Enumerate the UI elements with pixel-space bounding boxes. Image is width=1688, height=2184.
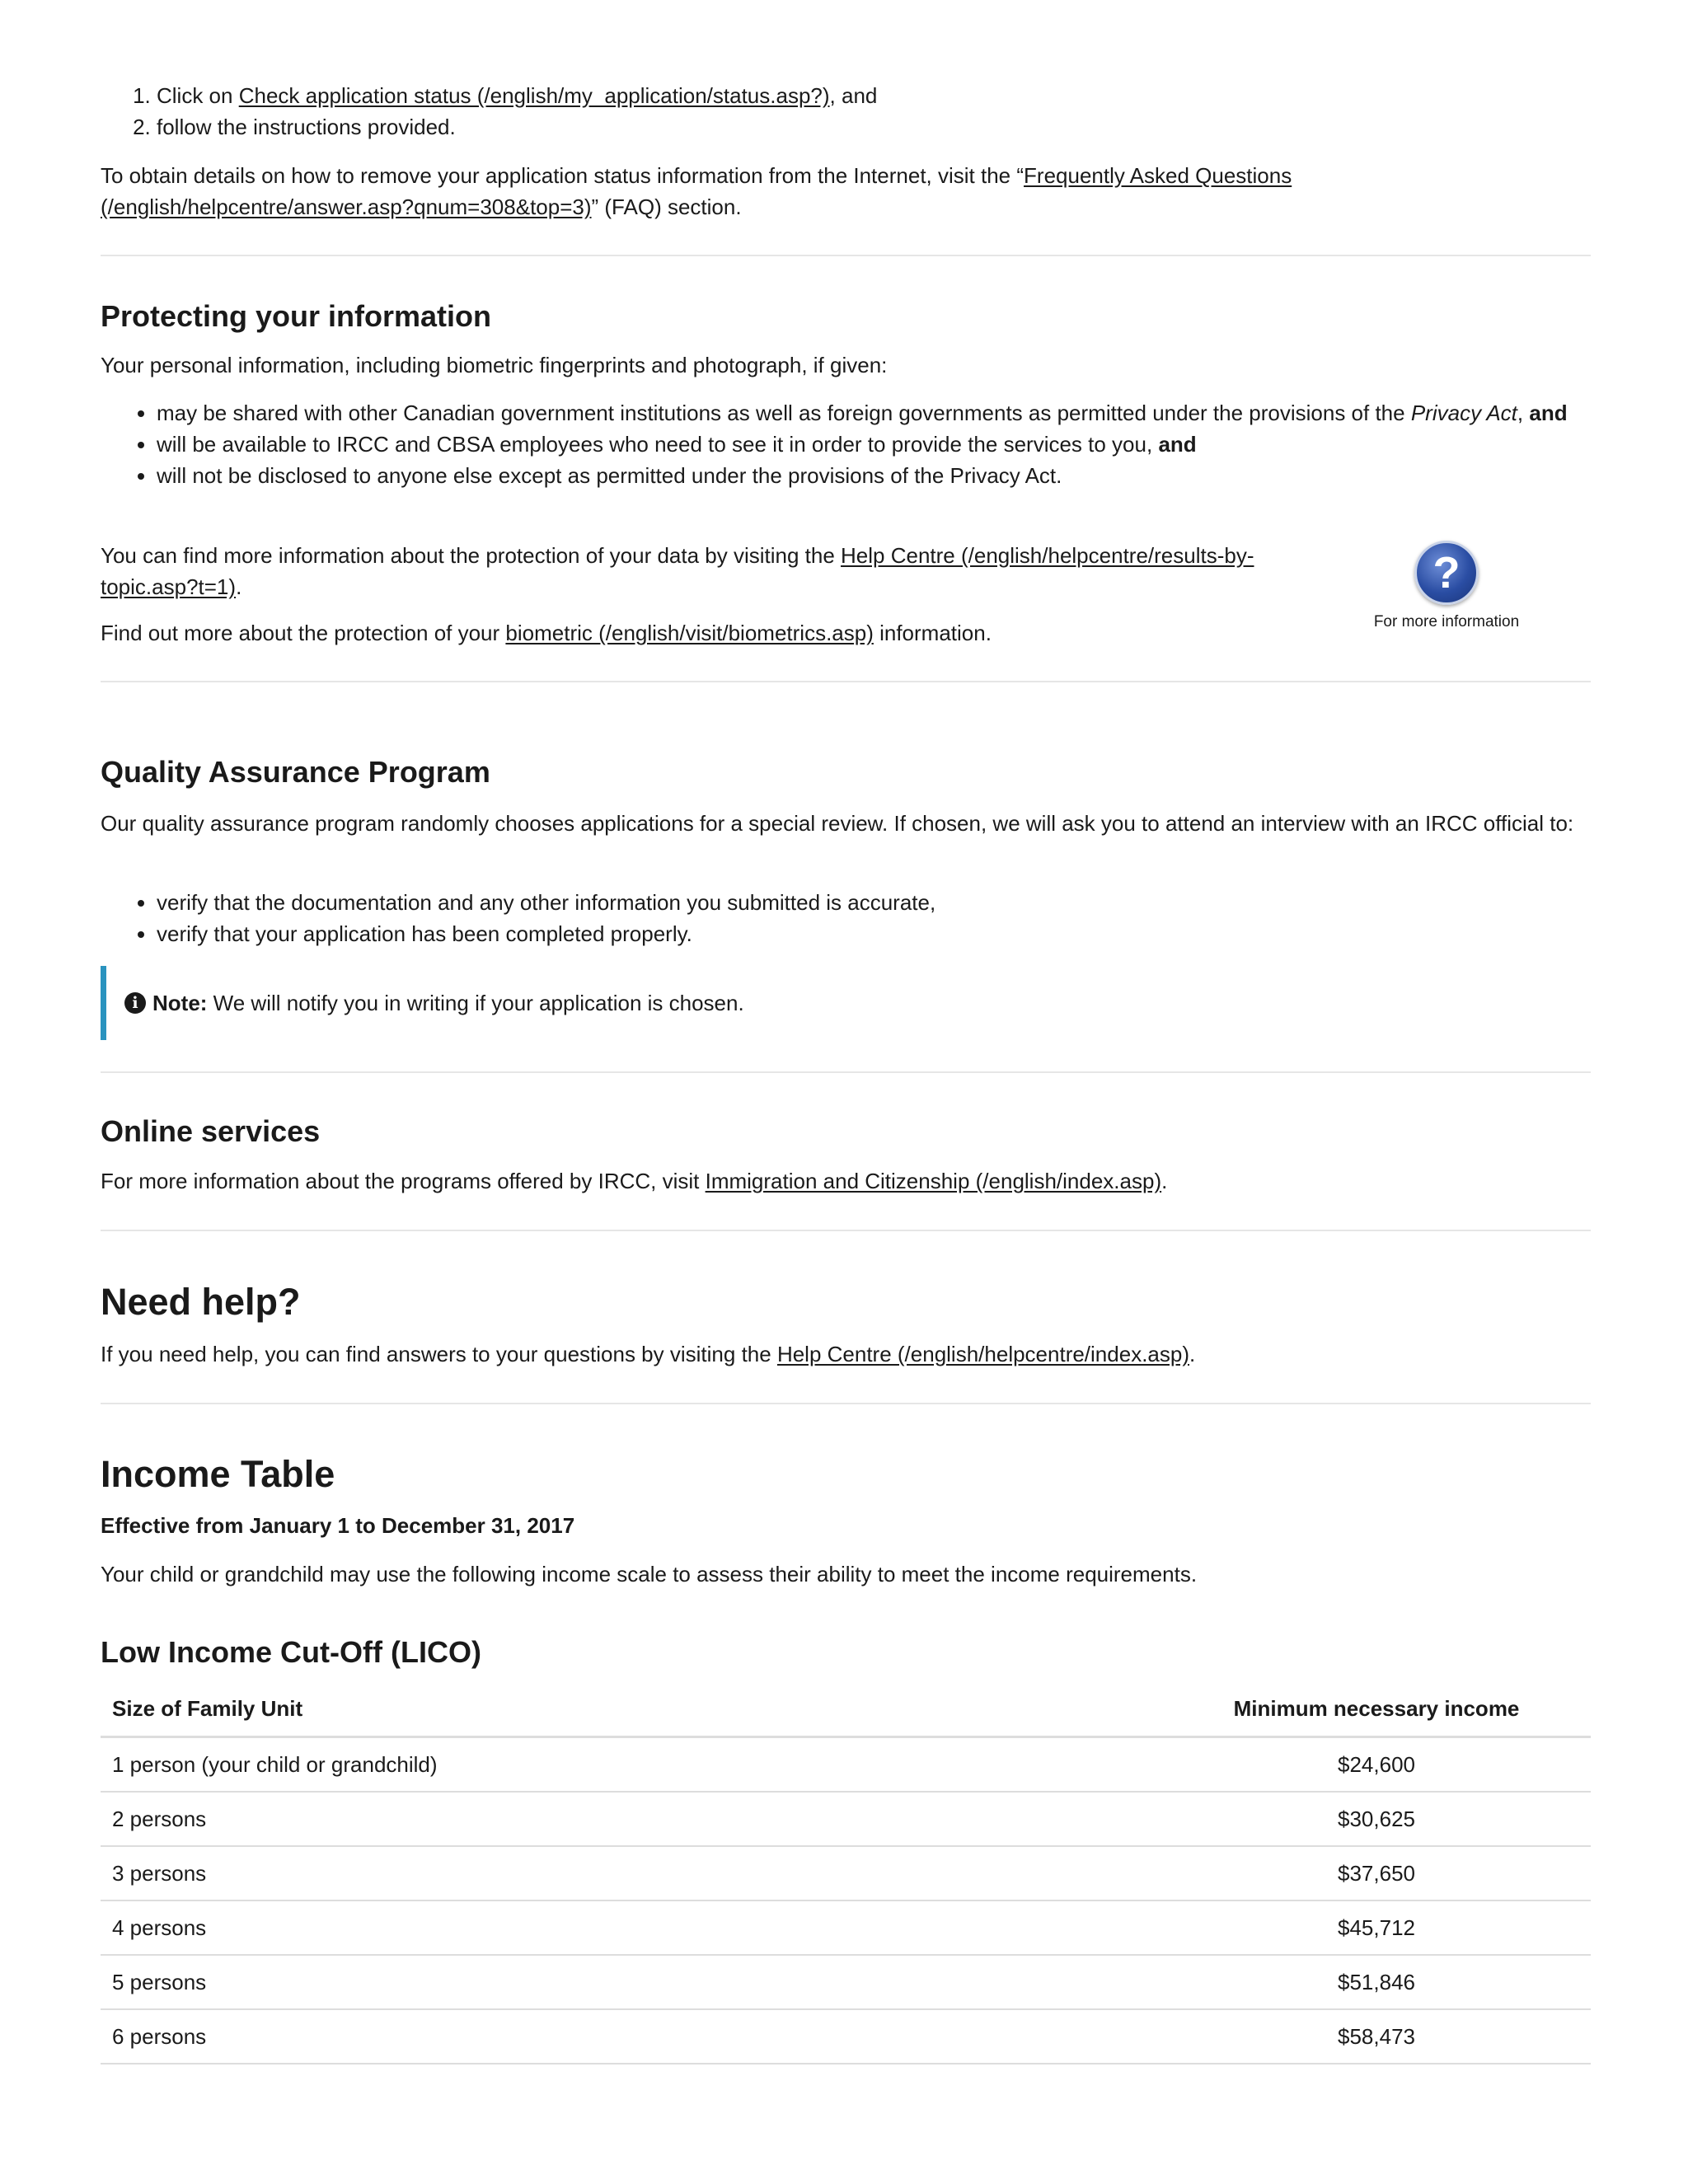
table-row bbox=[101, 1900, 1591, 1955]
status-step-1 bbox=[157, 80, 1591, 111]
status-step-2: 2. follow the instructions provided. bbox=[157, 111, 1591, 143]
need-help-heading: Need help? bbox=[101, 1281, 301, 1323]
faq-link[interactable]: Frequently Asked Questions (/english/helpcentre/answer.asp?qnum=308&top=3) bbox=[101, 163, 1292, 219]
help-centre-paragraph bbox=[101, 540, 1320, 602]
family-size-cell: 5 persons bbox=[101, 1955, 1162, 2009]
protecting-bullets bbox=[101, 397, 1601, 491]
divider bbox=[101, 1071, 1591, 1073]
income-table bbox=[101, 1681, 1591, 2064]
table-row bbox=[101, 1955, 1591, 2009]
note-text: We will notify you in writing if your application is chosen. bbox=[207, 991, 744, 1015]
bullet-comma: , bbox=[1517, 401, 1524, 425]
protecting-intro: Your personal information, including biometric fingerprints and photograph, if given: bbox=[101, 353, 888, 377]
bullet-and-bold: and bbox=[1158, 432, 1197, 457]
col-size-header: Size of Family Unit bbox=[101, 1681, 1162, 1737]
quality-bullet-1: • verify that the documentation and any other information you submitted is accurate, bbox=[157, 887, 1591, 918]
protecting-list bbox=[101, 397, 1601, 491]
income-heading: Income Table bbox=[101, 1453, 335, 1495]
protecting-bullet-3: • will not be disclosed to anyone else except as permitted under the provisions of the Privacy Act. bbox=[157, 460, 1601, 491]
col-income-header: Minimum necessary income bbox=[1162, 1681, 1591, 1737]
biometric-paragraph bbox=[101, 617, 1591, 649]
help-para-prefix: You can find more information about the protection of your data by visiting the bbox=[101, 543, 842, 568]
help-centre-link[interactable]: Help Centre (/english/helpcentre/index.asp) bbox=[776, 1342, 1189, 1366]
faq-suffix: ” (FAQ) section. bbox=[591, 194, 742, 219]
need-help-suffix: . bbox=[1189, 1342, 1196, 1366]
income-cell: $30,625 bbox=[1162, 1792, 1591, 1846]
income-cell: $58,473 bbox=[1162, 2009, 1591, 2064]
protecting-bullet-1 bbox=[157, 397, 1601, 429]
bio-prefix: Find out more about the protection of your bbox=[101, 621, 506, 645]
step1-suffix: , and bbox=[829, 83, 878, 108]
lico-heading: Low Income Cut-Off (LICO) bbox=[101, 1635, 481, 1669]
quality-bullet-2: • verify that your application has been completed properly. bbox=[157, 918, 1591, 949]
quality-heading: Quality Assurance Program bbox=[101, 755, 490, 789]
family-size-cell: 2 persons bbox=[101, 1792, 1162, 1846]
faq-prefix: To obtain details on how to remove your application status information from the Internet, visit the “ bbox=[101, 163, 1025, 188]
online-suffix: . bbox=[1161, 1169, 1168, 1193]
need-help-prefix: If you need help, you can find answers to your questions by visiting the bbox=[101, 1342, 777, 1366]
privacy-act-italic: Privacy Act bbox=[1410, 401, 1517, 425]
family-size-cell: 1 person (your child or grandchild) bbox=[101, 1737, 1162, 1793]
income-cell: $37,650 bbox=[1162, 1846, 1591, 1900]
biometric-link[interactable]: biometric (/english/visit/biometrics.asp) bbox=[505, 621, 874, 645]
bullet-and-bold: and bbox=[1529, 401, 1568, 425]
online-prefix: For more information about the programs offered by IRCC, visit bbox=[101, 1169, 706, 1193]
divider bbox=[101, 255, 1591, 256]
protecting-heading: Protecting your information bbox=[101, 299, 492, 333]
income-cell: $45,712 bbox=[1162, 1900, 1591, 1955]
divider bbox=[101, 681, 1591, 682]
immigration-link[interactable]: Immigration and Citizenship (/english/index.asp) bbox=[705, 1169, 1162, 1193]
check-status-link[interactable]: Check application status (/english/my_application/status.asp?) bbox=[238, 83, 830, 108]
family-size-cell: 4 persons bbox=[101, 1900, 1162, 1955]
family-size-cell: 3 persons bbox=[101, 1846, 1162, 1900]
income-cell: $24,600 bbox=[1162, 1737, 1591, 1793]
table-row bbox=[101, 1792, 1591, 1846]
divider bbox=[101, 1230, 1591, 1231]
bullet-text: will be available to IRCC and CBSA employees who need to see it in order to provide the services to you, bbox=[157, 432, 1159, 457]
step1-prefix: Click on bbox=[157, 83, 239, 108]
bio-suffix: information. bbox=[873, 621, 992, 645]
more-info-caption: For more information bbox=[1373, 613, 1520, 630]
status-steps bbox=[101, 80, 1591, 143]
note-label: Note: bbox=[152, 991, 208, 1015]
quality-bullets bbox=[101, 887, 1591, 949]
quality-intro: Our quality assurance program randomly chooses applications for a special review. If chosen, we will ask you to attend an interview with an IRCC official to: bbox=[101, 811, 1574, 836]
quality-list bbox=[101, 887, 1591, 949]
info-icon: i bbox=[124, 992, 146, 1014]
help-para-suffix: . bbox=[236, 574, 242, 599]
need-help-paragraph bbox=[101, 1338, 1591, 1370]
protecting-bullet-2 bbox=[157, 429, 1601, 460]
table-header-row bbox=[101, 1681, 1591, 1737]
question-mark-icon[interactable]: ? bbox=[1414, 541, 1479, 605]
income-effective: Effective from January 1 to December 31, 2017 bbox=[101, 1513, 575, 1538]
table-row bbox=[101, 1846, 1591, 1900]
online-paragraph bbox=[101, 1165, 1591, 1197]
help-centre-topic-link[interactable]: Help Centre (/english/helpcentre/results-by-topic.asp?t=1) bbox=[101, 543, 1254, 599]
more-info-widget[interactable] bbox=[1368, 541, 1525, 633]
bullet-text: may be shared with other Canadian government institutions as well as foreign governments as permitted under the provisions of the bbox=[157, 401, 1411, 425]
income-cell: $51,846 bbox=[1162, 1955, 1591, 2009]
table-row bbox=[101, 1737, 1591, 1793]
online-heading: Online services bbox=[101, 1114, 321, 1148]
income-intro: Your child or grandchild may use the following income scale to assess their ability to meet the income requirements. bbox=[101, 1562, 1198, 1586]
status-steps-list bbox=[101, 80, 1591, 143]
table-row bbox=[101, 2009, 1591, 2064]
note-callout bbox=[101, 966, 1568, 1040]
faq-paragraph bbox=[101, 160, 1591, 223]
family-size-cell: 6 persons bbox=[101, 2009, 1162, 2064]
divider bbox=[101, 1403, 1591, 1404]
